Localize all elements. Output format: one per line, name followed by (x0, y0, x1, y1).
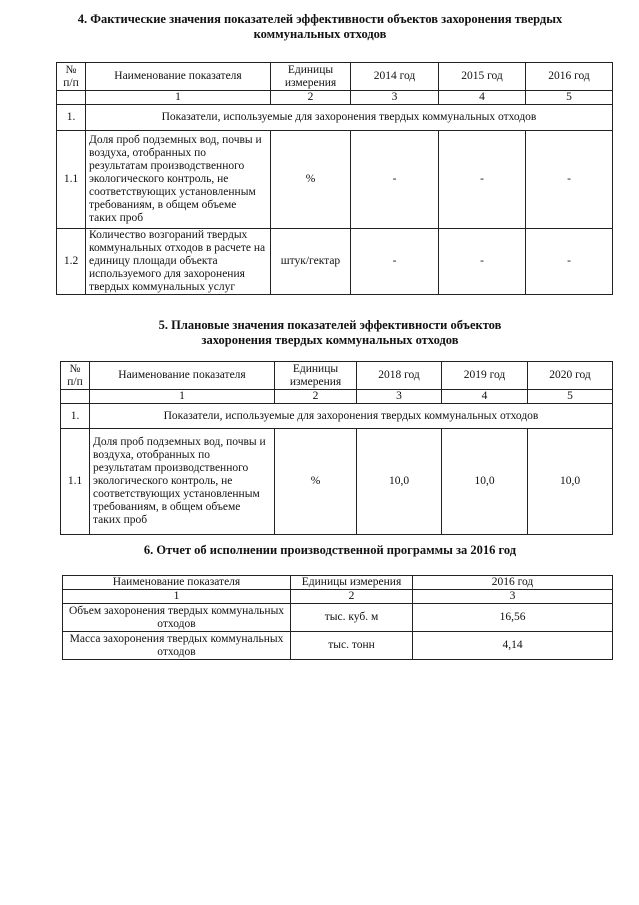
row-unit: тыс. тонн (291, 632, 413, 660)
number-cell-empty (61, 390, 90, 404)
section5-title-line2: захоронения твердых коммунальных отходов (201, 333, 459, 347)
row-value: - (351, 131, 439, 229)
table-row (61, 429, 613, 535)
header-name: Наименование показателя (63, 576, 291, 590)
row-value: - (351, 229, 439, 295)
number-cell: 2 (275, 390, 357, 404)
number-cell: 2 (291, 590, 413, 604)
header-year: 2016 год (413, 576, 613, 590)
row-no: 1.1 (61, 429, 90, 535)
row-value: - (526, 229, 613, 295)
header-unit: Единицы измерения (291, 576, 413, 590)
number-cell: 3 (357, 390, 442, 404)
row-value: - (526, 131, 613, 229)
row-unit: % (271, 131, 351, 229)
header-no: № п/п (61, 362, 90, 390)
header-unit: Единицы измерения (271, 63, 351, 91)
number-cell: 4 (439, 91, 526, 105)
number-cell: 5 (526, 91, 613, 105)
table-header-row (57, 63, 613, 91)
row-name: Количество возгораний твердых коммунальных отходов в расчете на единицу площади объекта используемого для захоронения твердых коммунальных услуг (86, 229, 271, 295)
row-value: 16,56 (413, 604, 613, 632)
number-cell: 1 (90, 390, 275, 404)
number-cell: 2 (271, 91, 351, 105)
table-number-row (61, 390, 613, 404)
header-year3: 2020 год (528, 362, 613, 390)
table-row (57, 229, 613, 295)
number-cell: 5 (528, 390, 613, 404)
header-name: Наименование показателя (90, 362, 275, 390)
row-name: Масса захоронения твердых коммунальных отходов (63, 632, 291, 660)
table-header-row (63, 576, 613, 590)
row-no: 1.1 (57, 131, 86, 229)
row-value: 10,0 (357, 429, 442, 535)
row-unit: % (275, 429, 357, 535)
row-value: 4,14 (413, 632, 613, 660)
row-name: Объем захоронения твердых коммунальных отходов (63, 604, 291, 632)
section5-title (100, 318, 560, 348)
table-header-row (61, 362, 613, 390)
section5-title-line1: 5. Плановые значения показателей эффективности объектов (158, 318, 502, 332)
header-year2: 2015 год (439, 63, 526, 91)
header-year3: 2016 год (526, 63, 613, 91)
section4-table (56, 62, 613, 295)
row-name: Доля проб подземных вод, почвы и воздуха, отобранных по результатам производственного экологического контроль, не соответствующих установленным требованиям, в общем объеме таких проб (86, 131, 271, 229)
row-no: 1.2 (57, 229, 86, 295)
table-row (57, 131, 613, 229)
table-row (63, 632, 613, 660)
row-unit: штук/гектар (271, 229, 351, 295)
table-number-row (57, 91, 613, 105)
header-name: Наименование показателя (86, 63, 271, 91)
header-year1: 2014 год (351, 63, 439, 91)
group-no: 1. (61, 404, 90, 429)
number-cell: 1 (86, 91, 271, 105)
table-row (63, 604, 613, 632)
header-year1: 2018 год (357, 362, 442, 390)
group-label: Показатели, используемые для захоронения твердых коммунальных отходов (86, 105, 613, 131)
section4-title (40, 12, 600, 42)
section5-table (60, 361, 613, 535)
header-year2: 2019 год (442, 362, 528, 390)
table-number-row (63, 590, 613, 604)
group-no: 1. (57, 105, 86, 131)
section6-table (62, 575, 613, 660)
header-no: № п/п (57, 63, 86, 91)
section6-title: 6. Отчет об исполнении производственной программы за 2016 год (143, 543, 517, 557)
row-value: 10,0 (442, 429, 528, 535)
number-cell: 3 (413, 590, 613, 604)
group-label: Показатели, используемые для захоронения твердых коммунальных отходов (90, 404, 613, 429)
table-group-row (57, 105, 613, 131)
section4-title-line1: 4. Фактические значения показателей эффективности объектов захоронения твердых (77, 12, 563, 26)
section4-title-line2: коммунальных отходов (253, 27, 387, 41)
number-cell: 4 (442, 390, 528, 404)
table-group-row (61, 404, 613, 429)
number-cell: 1 (63, 590, 291, 604)
row-unit: тыс. куб. м (291, 604, 413, 632)
row-value: 10,0 (528, 429, 613, 535)
row-name: Доля проб подземных вод, почвы и воздуха, отобранных по результатам производственного экологического контроль, не соответствующих установленным требованиям, в общем объеме таких проб (90, 429, 275, 535)
row-value: - (439, 229, 526, 295)
number-cell: 3 (351, 91, 439, 105)
row-value: - (439, 131, 526, 229)
header-unit: Единицы измерения (275, 362, 357, 390)
number-cell-empty (57, 91, 86, 105)
